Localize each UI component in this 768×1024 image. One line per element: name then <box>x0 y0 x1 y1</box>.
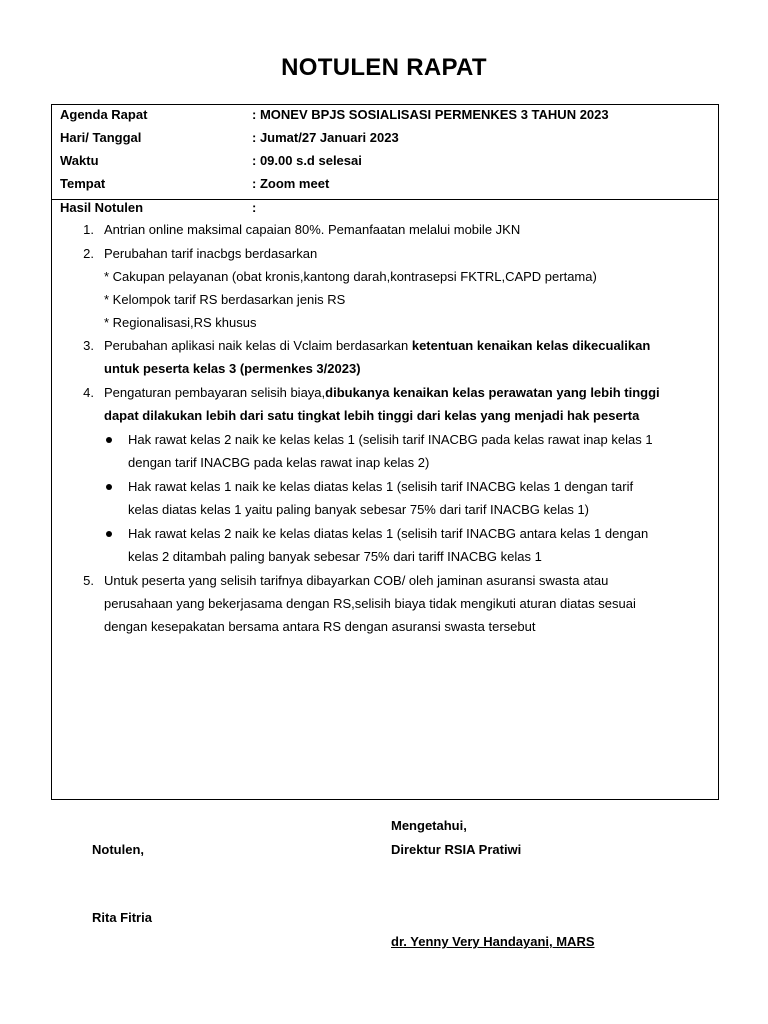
item-4-number: 4. <box>83 385 94 400</box>
bullet-1-dot <box>106 437 112 443</box>
item-2-sub-3: * Regionalisasi,RS khusus <box>104 315 257 330</box>
date-value: : Jumat/27 Januari 2023 <box>252 130 399 145</box>
minutes-box <box>51 104 719 800</box>
notulen-title: Notulen, <box>92 842 144 857</box>
place-label: Tempat <box>60 176 106 191</box>
bullet-1-line-2: dengan tarif INACBG pada kelas rawat inap kelas 2) <box>128 455 430 470</box>
item-3-line-1 <box>104 338 650 353</box>
document-title: NOTULEN RAPAT <box>281 54 487 81</box>
bullet-2-dot <box>106 484 112 490</box>
place-value: : Zoom meet <box>252 176 330 191</box>
item-4-text-bold: dibukanya kenaikan kelas perawatan yang lebih tinggi <box>325 385 660 400</box>
director-name: dr. Yenny Very Handayani, MARS <box>391 934 595 949</box>
bullet-1-line-1: Hak rawat kelas 2 naik ke kelas kelas 1 (selisih tarif INACBG pada kelas rawat inap kelas 1 <box>128 432 653 447</box>
item-1-number: 1. <box>83 222 94 237</box>
item-1-text: Antrian online maksimal capaian 80%. Pemanfaatan melalui mobile JKN <box>104 222 521 237</box>
item-2-number: 2. <box>83 246 94 261</box>
result-colon: : <box>252 200 257 215</box>
item-2-sub-1: * Cakupan pelayanan (obat kronis,kantong darah,kontrasepsi FKTRL,CAPD pertama) <box>104 269 597 284</box>
item-5-number: 5. <box>83 573 94 588</box>
item-3-number: 3. <box>83 338 94 353</box>
bullet-3-line-1: Hak rawat kelas 2 naik ke kelas diatas kelas 1 (selisih tarif INACBG antara kelas 1 dengan <box>128 526 649 541</box>
item-4-text-normal: Pengaturan pembayaran selisih biaya, <box>104 385 326 400</box>
bullet-2-line-2: kelas diatas kelas 1 yaitu paling banyak sebesar 75% dari tarif INACBG kelas 1) <box>128 502 590 517</box>
item-5-line-2: perusahaan yang bekerjasama dengan RS,selisih biaya tidak mengikuti aturan diatas sesuai <box>104 596 636 611</box>
time-value: : 09.00 s.d selesai <box>252 153 362 168</box>
item-4-line-1 <box>104 385 660 400</box>
item-5-line-3: dengan kesepakatan bersama antara RS dengan asuransi swasta tersebut <box>104 619 536 634</box>
agenda-label: Agenda Rapat <box>60 107 148 122</box>
time-label: Waktu <box>60 153 99 168</box>
item-3-line-2: untuk peserta kelas 3 (permenkes 3/2023) <box>104 361 361 376</box>
date-label: Hari/ Tanggal <box>60 130 142 145</box>
item-3-text-normal: Perubahan aplikasi naik kelas di Vclaim berdasarkan <box>104 338 412 353</box>
item-2-sub-2: * Kelompok tarif RS berdasarkan jenis RS <box>104 292 346 307</box>
director-title: Direktur RSIA Pratiwi <box>391 842 522 857</box>
item-3-text-bold: ketentuan kenaikan kelas dikecualikan <box>411 338 651 353</box>
item-4-line-2: dapat dilakukan lebih dari satu tingkat lebih tinggi dari kelas yang menjadi hak peserta <box>104 408 640 423</box>
bullet-2-line-1: Hak rawat kelas 1 naik ke kelas diatas kelas 1 (selisih tarif INACBG kelas 1 dengan tarif <box>128 479 634 494</box>
item-5-line-1: Untuk peserta yang selisih tarifnya dibayarkan COB/ oleh jaminan asuransi swasta atau <box>104 573 609 588</box>
acknowledged-label: Mengetahui, <box>391 818 467 833</box>
agenda-value: : MONEV BPJS SOSIALISASI PERMENKES 3 TAHUN 2023 <box>252 107 609 122</box>
bullet-3-dot <box>106 531 112 537</box>
result-label: Hasil Notulen <box>60 200 144 215</box>
bullet-3-line-2: kelas 2 ditambah paling banyak sebesar 75% dari tariff INACBG kelas 1 <box>128 549 542 564</box>
item-2-text: Perubahan tarif inacbgs berdasarkan <box>104 246 318 261</box>
notulen-name: Rita Fitria <box>92 910 152 925</box>
